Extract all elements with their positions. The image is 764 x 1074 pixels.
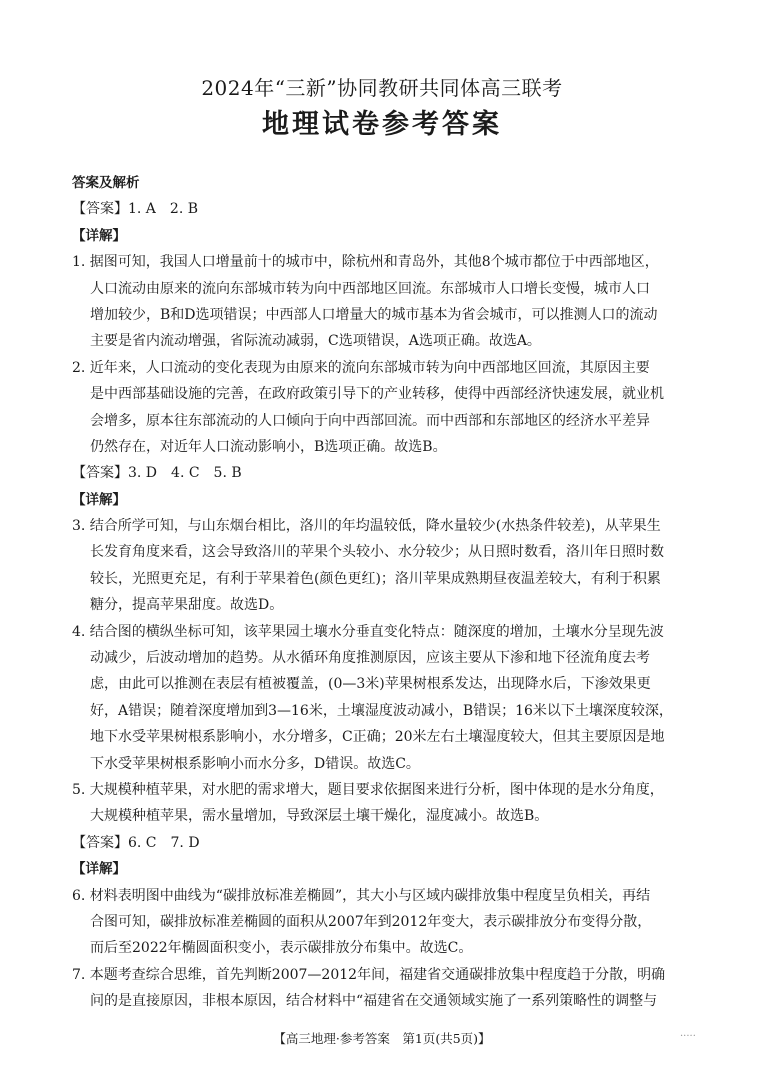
page-title: 地理试卷参考答案 [262, 109, 502, 140]
text-line: 仍然存在，对近年人口流动影响小，B选项正确。故选B。 [90, 438, 447, 455]
exam-title: 2024年“三新”协同教研共同体高三联考 [201, 76, 563, 100]
footer-mark: ····· [680, 1031, 696, 1042]
text-line: 【详解】 [72, 861, 126, 878]
text-line: 问的是直接原因，非根本原因，结合材料中“福建省在交通领域实施了一系列策略性的调整与 [90, 993, 658, 1010]
text-line: 【详解】 [72, 227, 126, 244]
text-line: 大规模种植苹果，需水量增加，导致深层土壤干燥化，湿度减小。故选B。 [90, 808, 549, 825]
text-line: 答案及解析 [72, 175, 140, 191]
text-line: 好，A错误；随着深度增加到3—16米，土壤湿度波动减小，B错误；16米以下土壤深度较深， [90, 702, 673, 719]
text-line: 【详解】 [72, 491, 126, 508]
text-line: 人口流动由原来的流向东部城市转为向中西部地区回流。东部城市人口增长变慢，城市人口 [90, 280, 650, 297]
text-line: 地下水受苹果树根系影响小，水分增多，C正确；20米左右土壤湿度较大，但其主要原因是地 [90, 729, 665, 746]
text-line: 合图可知，碳排放标准差椭圆的面积从2007年到2012年变大，表示碳排放分布变得分散， [90, 913, 652, 930]
page-header [0, 74, 764, 144]
text-line: 下水受苹果树根系影响小而水分多，D错误。故选C。 [90, 755, 420, 772]
page-footer: 【高三地理·参考答案 第1页(共5页)】 [273, 1031, 491, 1046]
text-line: 1. 据图可知，我国人口增量前十的城市中，除杭州和青岛外，其他8个城市都位于中西部地区， [72, 254, 659, 271]
text-line: 【答案】6. C 7. D [72, 834, 200, 851]
text-line: 会增多，原本往东部流动的人口倾向于向中西部回流。而中西部和东部地区的经济水平差异 [90, 412, 650, 429]
text-line: 2. 近年来，人口流动的变化表现为由原来的流向东部城市转为向中西部地区回流，其原因主要 [72, 359, 650, 376]
answer-body [72, 170, 694, 1015]
text-line: 4. 结合图的横纵坐标可知，该苹果园土壤水分垂直变化特点：随深度的增加，土壤水分呈现先波 [72, 623, 664, 640]
text-line: 6. 材料表明图中曲线为“碳排放标准差椭圆”，其大小与区域内碳排放集中程度呈负相关，再结 [72, 887, 651, 904]
text-line: 动减少，后波动增加的趋势。从水循环角度推测原因，应该主要从下渗和地下径流角度去考 [90, 650, 650, 667]
text-line: 糖分，提高苹果甜度。故选D。 [90, 597, 284, 614]
text-line: 较长，光照更充足，有利于苹果着色(颜色更红)；洛川苹果成熟期昼夜温差较大，有利于积累 [90, 570, 661, 587]
text-line: 【答案】1. A 2. B [72, 201, 199, 218]
text-line: 增加较少，B和D选项错误；中西部人口增量大的城市基本为省会城市，可以推测人口的流动 [90, 306, 658, 323]
text-line: 【答案】3. D 4. C 5. B [72, 465, 242, 482]
text-line: 虑，由此可以推测在表层有植被覆盖，(0—3米)苹果树根系发达，出现降水后，下渗效果更 [90, 676, 651, 693]
text-line: 主要是省内流动增强，省际流动减弱，C选项错误，A选项正确。故选A。 [90, 333, 541, 350]
text-line: 而后至2022年椭圆面积变小，表示碳排放分布集中。故选C。 [90, 940, 473, 957]
text-line: 5. 大规模种植苹果，对水肥的需求增大，题目要求依据图来进行分析，图中体现的是水分角度， [72, 781, 664, 798]
text-line: 是中西部基础设施的完善，在政府政策引导下的产业转移，使得中西部经济快速发展，就业机 [90, 386, 664, 403]
text-line: 3. 结合所学可知，与山东烟台相比，洛川的年均温较低，降水量较少(水热条件较差)，从苹果生 [72, 518, 661, 535]
text-line: 7. 本题考查综合思维，首先判断2007—2012年间，福建省交通碳排放集中程度趋于分散，明确 [72, 966, 666, 983]
text-line: 长发育角度来看，这会导致洛川的苹果个头较小、水分较少；从日照时数看，洛川年日照时数 [90, 544, 664, 561]
